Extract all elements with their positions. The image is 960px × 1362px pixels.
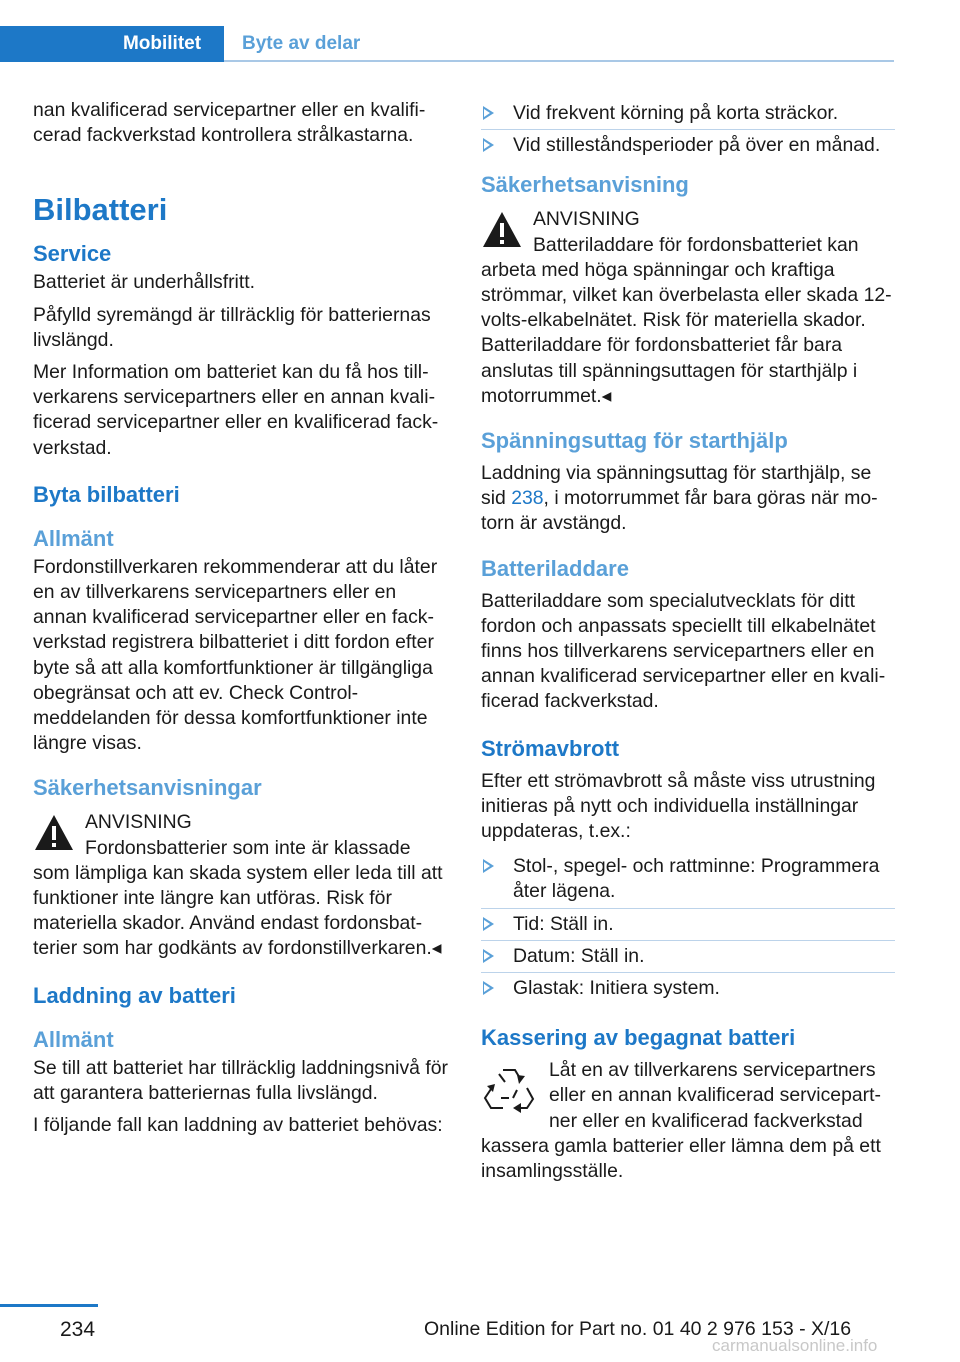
header-accent-bar bbox=[0, 26, 100, 62]
triangle-bullet-icon bbox=[483, 917, 494, 931]
warning-text: Batteriladdare för fordonsbatteriet kan arbeta med höga spänningar och kraftiga strömmar, vilket kan överbelasta eller skada 12-volts-elkabelnätet. Risk för materiella skador. Batteriladdare för fordonsbatteriet får bara anslutas till spänningsuttagen för starthjälp i motorrummet.◂ bbox=[481, 233, 892, 407]
warning-triangle-icon bbox=[33, 812, 75, 854]
warning-text: Fordonsbatterier som inte är klassade som lämpliga kan skada system eller leda till att funktioner inte längre kan utföras. Risk för materiella skador. Använd endast fordonsbatterier som har godkänts av fordonstillverkaren.◂ bbox=[33, 836, 443, 960]
page-link-238[interactable]: 238 bbox=[511, 487, 544, 510]
page-number: 234 bbox=[60, 1318, 96, 1341]
laddare-paragraph: Batteriladdare som specialutvecklats för ditt fordon och anpassats speciellt till elkabelnätet finns hos tillverkarens servicepartners eller en annan kvalificerad servicepartner eller en kvalificerad fackverkstad. bbox=[481, 589, 886, 713]
header-divider bbox=[224, 60, 894, 62]
heading-laddning-av-batteri: Laddning av batteri bbox=[33, 982, 236, 1008]
service-paragraph-2: Påfylld syremängd är tillräcklig för batteriernas livslängd. bbox=[33, 303, 431, 351]
list-item: Vid frekvent körning på korta sträckor. bbox=[481, 98, 895, 130]
service-paragraph-3: Mer Information om batteriet kan du få hos tillverkarens servicepartners eller en annan kvalificerad servicepartner eller en kvalificerad fackverkstad. bbox=[33, 361, 439, 459]
kassering-block bbox=[481, 1058, 895, 1184]
heading-service: Service bbox=[33, 241, 112, 267]
triangle-bullet-icon bbox=[483, 981, 494, 995]
list-item: Tid: Ställ in. bbox=[481, 909, 895, 941]
footer-accent-line bbox=[0, 1304, 98, 1307]
triangle-bullet-icon bbox=[483, 949, 494, 963]
allmant2-paragraph-1: Se till att batteriet har tillräcklig laddningsnivå för att garantera batteriernas fulla livslängd. bbox=[33, 1056, 448, 1104]
warning-box-left bbox=[33, 810, 451, 961]
spanning-paragraph: Laddning via spänningsuttag för starthjälp, se sid 238, i motorrummet får bara göras när motorn är avstängd. bbox=[481, 462, 878, 535]
warning-label: ANVISNING bbox=[85, 811, 192, 834]
heading-stromavbrott: Strömavbrott bbox=[481, 735, 620, 761]
tab-mobilitet[interactable]: Mobilitet bbox=[100, 26, 224, 62]
heading-allmant-1: Allmänt bbox=[33, 525, 114, 551]
heading-bilbatteri: Bilbatteri bbox=[33, 192, 168, 228]
warning-triangle-icon bbox=[481, 209, 523, 251]
heading-byta-bilbatteri: Byta bilbatteri bbox=[33, 481, 180, 507]
tab-byte-av-delar[interactable]: Byte av delar bbox=[242, 33, 361, 54]
heading-kassering: Kassering av begagnat batteri bbox=[481, 1025, 796, 1051]
heading-spanningsuttag: Spänningsuttag för starthjälp bbox=[481, 428, 788, 454]
intro-paragraph: nan kvalificerad servicepartner eller en kvalificerad fackverkstad kontrollera strålkastarna. bbox=[33, 99, 426, 147]
right-column bbox=[481, 98, 895, 1184]
warning-box-right bbox=[481, 207, 895, 409]
left-column bbox=[33, 98, 451, 1145]
heading-sakerhetsanvisningar: Säkerhetsanvisningar bbox=[33, 775, 262, 801]
bullet-list-2 bbox=[481, 851, 895, 1004]
kassering-text: Låt en av tillverkarens servicepartners eller en annan kvalificerad servicepartner eller en kvalificerad fackverkstad kassera gamla batterier eller lämna dem på ett insamlingsställe. bbox=[481, 1059, 881, 1183]
bullet-list-1 bbox=[481, 98, 895, 161]
allmant2-paragraph-2: I följande fall kan laddning av batteriet behövas: bbox=[33, 1114, 443, 1137]
triangle-bullet-icon bbox=[483, 138, 494, 152]
service-paragraph-1: Batteriet är underhållsfritt. bbox=[33, 271, 256, 294]
heading-allmant-2: Allmänt bbox=[33, 1026, 114, 1052]
edition-text: Online Edition for Part no. 01 40 2 976 153 - X/16 bbox=[424, 1318, 852, 1340]
list-item: Glastak: Initiera system. bbox=[481, 973, 895, 1004]
strom-paragraph: Efter ett strömavbrott så måste viss utrustning initieras på nytt och individuella inställningar uppdateras, t.ex.: bbox=[481, 769, 876, 843]
triangle-bullet-icon bbox=[483, 859, 494, 873]
recycle-icon bbox=[483, 1062, 535, 1114]
warning-label: ANVISNING bbox=[533, 208, 640, 231]
list-item: Datum: Ställ in. bbox=[481, 941, 895, 973]
list-item: Stol-, spegel- och rattminne: Programmera åter lägena. bbox=[481, 851, 895, 908]
triangle-bullet-icon bbox=[483, 106, 494, 120]
heading-batteriladdare: Batteriladdare bbox=[481, 555, 629, 581]
watermark: carmanualsonline.info bbox=[712, 1336, 878, 1355]
list-item: Vid stilleståndsperioder på över en månad. bbox=[481, 130, 895, 161]
heading-sakerhetsanvisning: Säkerhetsanvisning bbox=[481, 172, 689, 198]
allmant-paragraph-1: Fordonstillverkaren rekommenderar att du låter en av tillverkarens servicepartners eller en annan kvalificerad servicepartner eller en fackverkstad registrera bilbatteriet i ditt fordon efter byte så att alla komfortfunktioner är tillgängliga obegränsat och att ev. Check Control-meddelanden för dessa komfortfunktioner inte längre visas. bbox=[33, 555, 438, 755]
